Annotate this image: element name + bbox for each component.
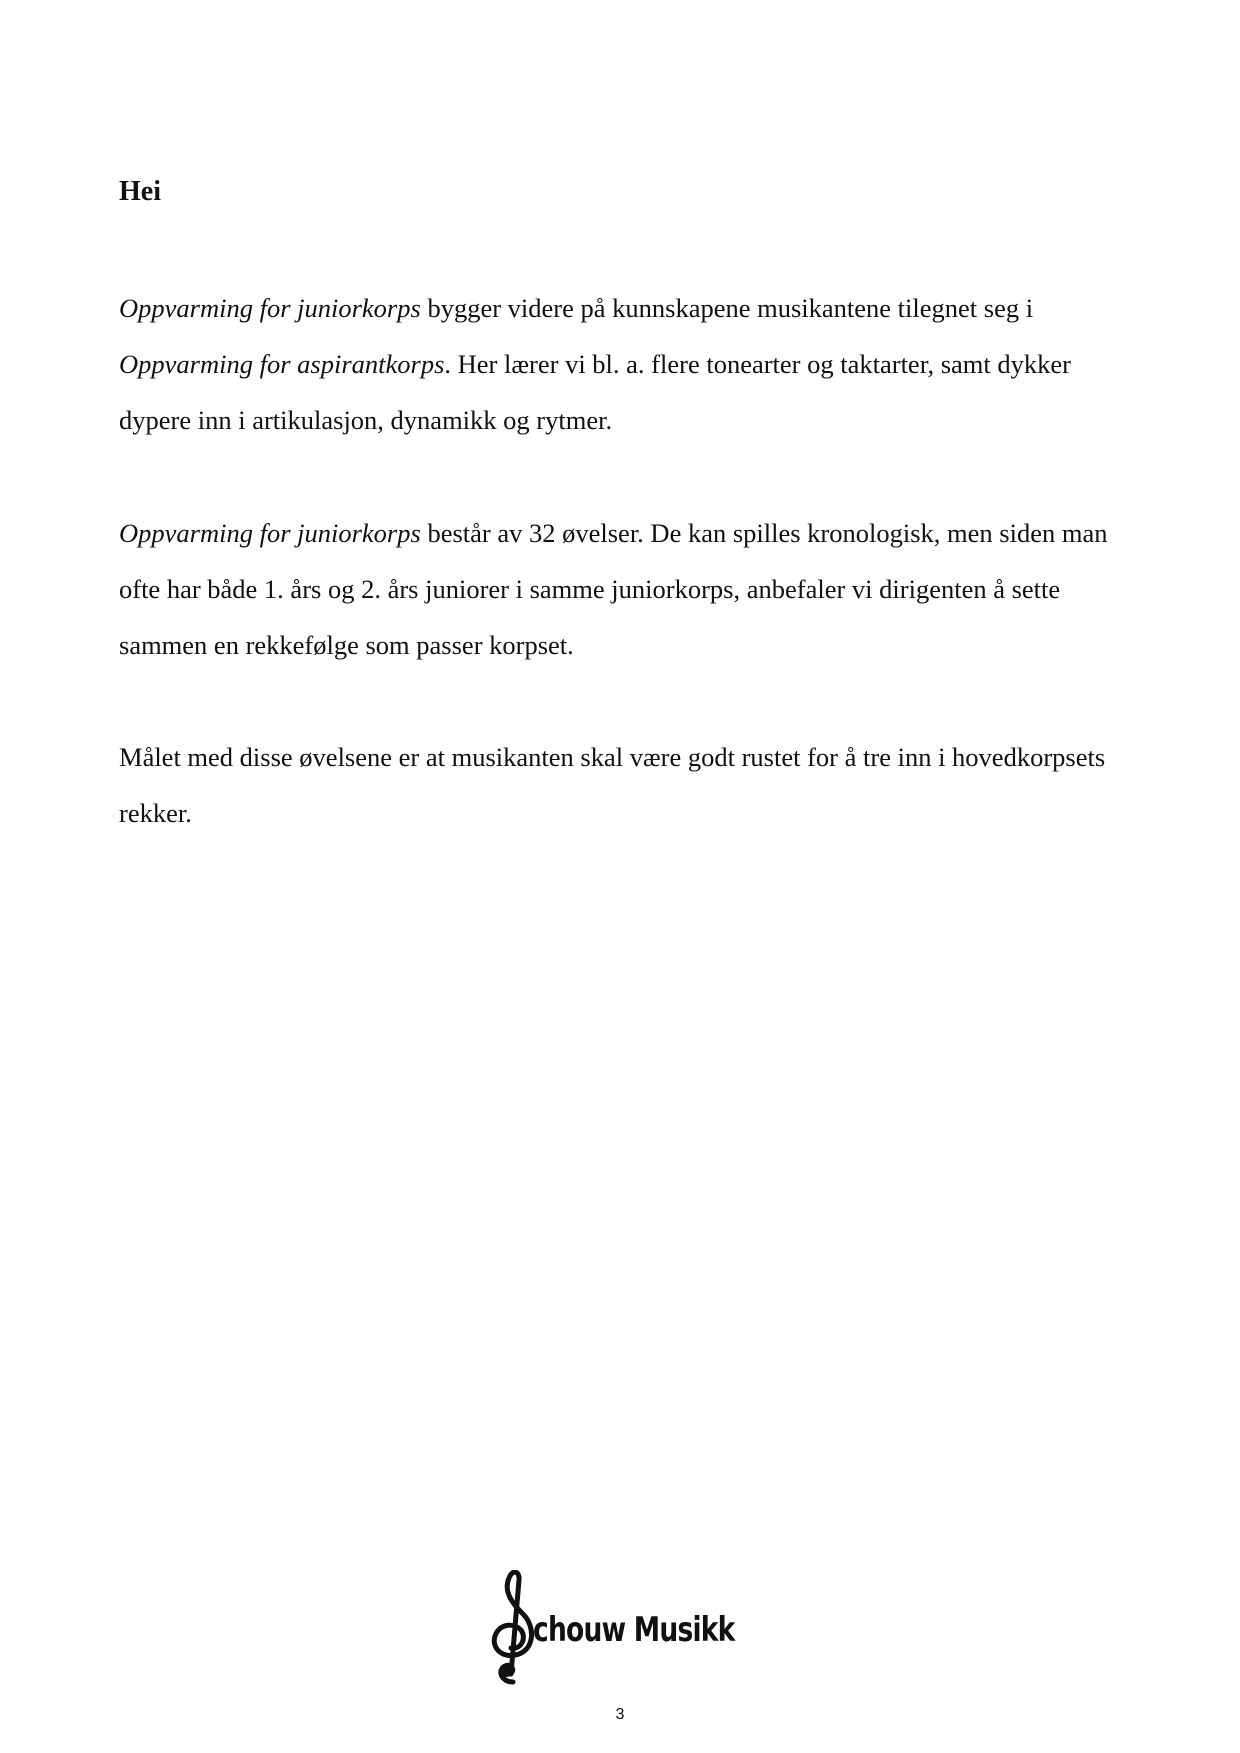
page-number: 3 [615,1706,625,1723]
italic-title: Oppvarming for juniorkorps [119,293,421,323]
paragraph-intro [119,280,1129,448]
page-heading: Hei [119,176,161,207]
schouw-musikk-logo [483,1570,735,1690]
paragraph-text: Målet med disse øvelsene er at musikanten skal være godt rustet for å tre inn i hovedkorpsets rekker. [119,742,1106,828]
paragraph-goal [119,729,1129,841]
logo-text: chouw Musikk [533,1610,735,1650]
paragraph-text: . Her lærer vi bl. a. flere tonearter og taktarter, samt dykker dypere inn i artikulasjon, dynamikk og rytmer. [119,349,1071,435]
paragraph-text: består av 32 øvelser. De kan spilles kronologisk, men siden man ofte har både 1. års og 2. års juniorer i samme juniorkorps, anbefaler vi dirigenten å sette sammen en rekkefølge som passer korpset. [119,518,1108,660]
paragraph-text: bygger videre på kunnskapene musikantene tilegnet seg i [420,293,1034,323]
paragraph-exercises [119,505,1129,673]
italic-title: Oppvarming for juniorkorps [119,518,421,548]
italic-title: Oppvarming for aspirantkorps [119,349,445,379]
